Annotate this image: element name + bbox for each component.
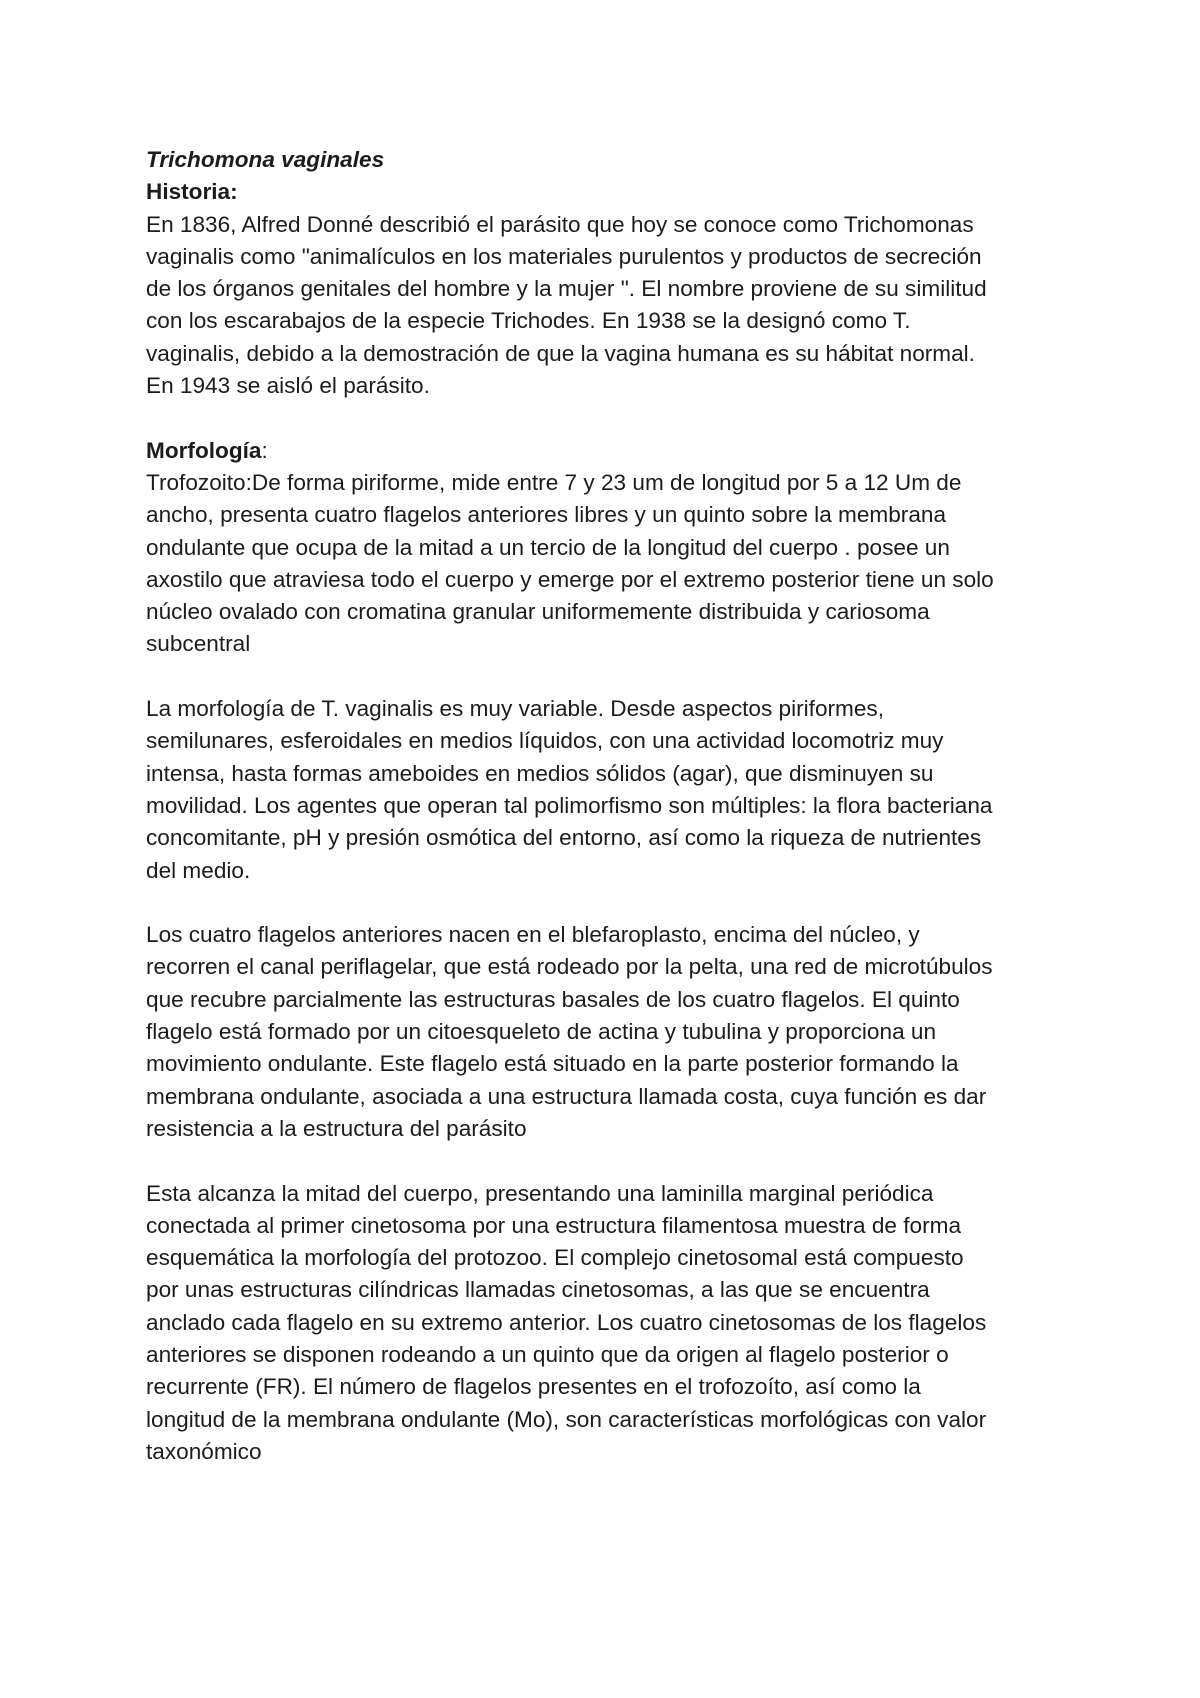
text-line: conectada al primer cinetosoma por una estructura filamentosa muestra de forma — [146, 1212, 962, 1238]
text-line: En 1836, Alfred Donné describió el parásito que hoy se conoce como Trichomonas — [146, 211, 974, 237]
paragraph-flagelos — [146, 919, 1086, 1145]
text-line: recorren el canal periflagelar, que está rodeado por la pelta, una red de microtúbulos — [146, 954, 993, 980]
text-line: flagelo está formado por un citoesqueleto de actina y tubulina y proporciona un — [146, 1019, 937, 1045]
section-heading-historia-text: Historia: — [146, 179, 238, 205]
text-line: concomitante, pH y presión osmótica del entorno, así como la riqueza de nutrientes — [146, 825, 982, 851]
text-line: con los escarabajos de la especie Trichodes. En 1938 se la designó como T. — [146, 308, 911, 334]
text-line: Trofozoito:De forma piriforme, mide entre 7 y 23 um de longitud por 5 a 12 Um de — [146, 469, 962, 495]
text-line: ondulante que ocupa de la mitad a un tercio de la longitud del cuerpo . posee un — [146, 534, 950, 560]
text-line: intensa, hasta formas ameboides en medios sólidos (agar), que disminuyen su — [146, 760, 934, 786]
text-line: movilidad. Los agentes que operan tal polimorfismo son múltiples: la flora bacteriana — [146, 792, 993, 818]
paragraph-historia — [146, 209, 1086, 403]
text-line: membrana ondulante, asociada a una estructura llamada costa, cuya función es dar — [146, 1083, 987, 1109]
document-title: Trichomona vaginales — [146, 147, 385, 172]
text-line: longitud de la membrana ondulante (Mo), son características morfológicas con valor — [146, 1406, 987, 1432]
text-line: anteriores se disponen rodeando a un quinto que da origen al flagelo posterior o — [146, 1341, 949, 1367]
text-line: anclado cada flagelo en su extremo anterior. Los cuatro cinetosomas de los flagelos — [146, 1309, 987, 1335]
text-line: ancho, presenta cuatro flagelos anteriores libres y un quinto sobre la membrana — [146, 502, 947, 528]
section-heading-morfologia-text: Morfología — [146, 437, 262, 463]
text-line: del medio. — [146, 857, 251, 883]
text-line: En 1943 se aisló el parásito. — [146, 373, 430, 399]
text-line: vaginalis, debido a la demostración de que la vagina humana es su hábitat normal. — [146, 340, 975, 366]
section-heading-morfologia-suffix: : — [261, 437, 268, 463]
text-line: núcleo ovalado con cromatina granular uniformemente distribuida y cariosoma — [146, 599, 930, 625]
text-line: vaginalis como "animalículos en los materiales purulentos y productos de secreción — [146, 243, 982, 269]
text-line: de los órganos genitales del hombre y la mujer ". El nombre proviene de su similitud — [146, 276, 987, 302]
document-body — [146, 144, 1086, 1468]
paragraph-trofozoito — [146, 467, 1086, 661]
text-line: movimiento ondulante. Este flagelo está situado en la parte posterior formando la — [146, 1051, 959, 1077]
section-heading-morfologia — [146, 435, 1086, 467]
text-line: Esta alcanza la mitad del cuerpo, presentando una laminilla marginal periódica — [146, 1180, 934, 1206]
text-line: axostilo que atraviesa todo el cuerpo y emerge por el extremo posterior tiene un solo — [146, 566, 994, 592]
text-line: resistencia a la estructura del parásito — [146, 1115, 527, 1141]
section-heading-historia — [146, 176, 1086, 208]
text-line: Los cuatro flagelos anteriores nacen en el blefaroplasto, encima del núcleo, y — [146, 922, 920, 948]
text-line: La morfología de T. vaginalis es muy variable. Desde aspectos piriformes, — [146, 696, 885, 722]
text-line: recurrente (FR). El número de flagelos presentes en el trofozoíto, así como la — [146, 1374, 921, 1400]
text-line: subcentral — [146, 631, 251, 657]
text-line: por unas estructuras cilíndricas llamadas cinetosomas, a las que se encuentra — [146, 1277, 930, 1303]
text-line: taxonómico — [146, 1438, 262, 1464]
paragraph-morfologia-variable — [146, 693, 1086, 887]
text-line: esquemática la morfología del protozoo. El complejo cinetosomal está compuesto — [146, 1245, 964, 1271]
paragraph-cinetosomas — [146, 1178, 1086, 1469]
text-line: que recubre parcialmente las estructuras basales de los cuatro flagelos. El quinto — [146, 986, 960, 1012]
text-line: semilunares, esferoidales en medios líquidos, con una actividad locomotriz muy — [146, 728, 944, 754]
